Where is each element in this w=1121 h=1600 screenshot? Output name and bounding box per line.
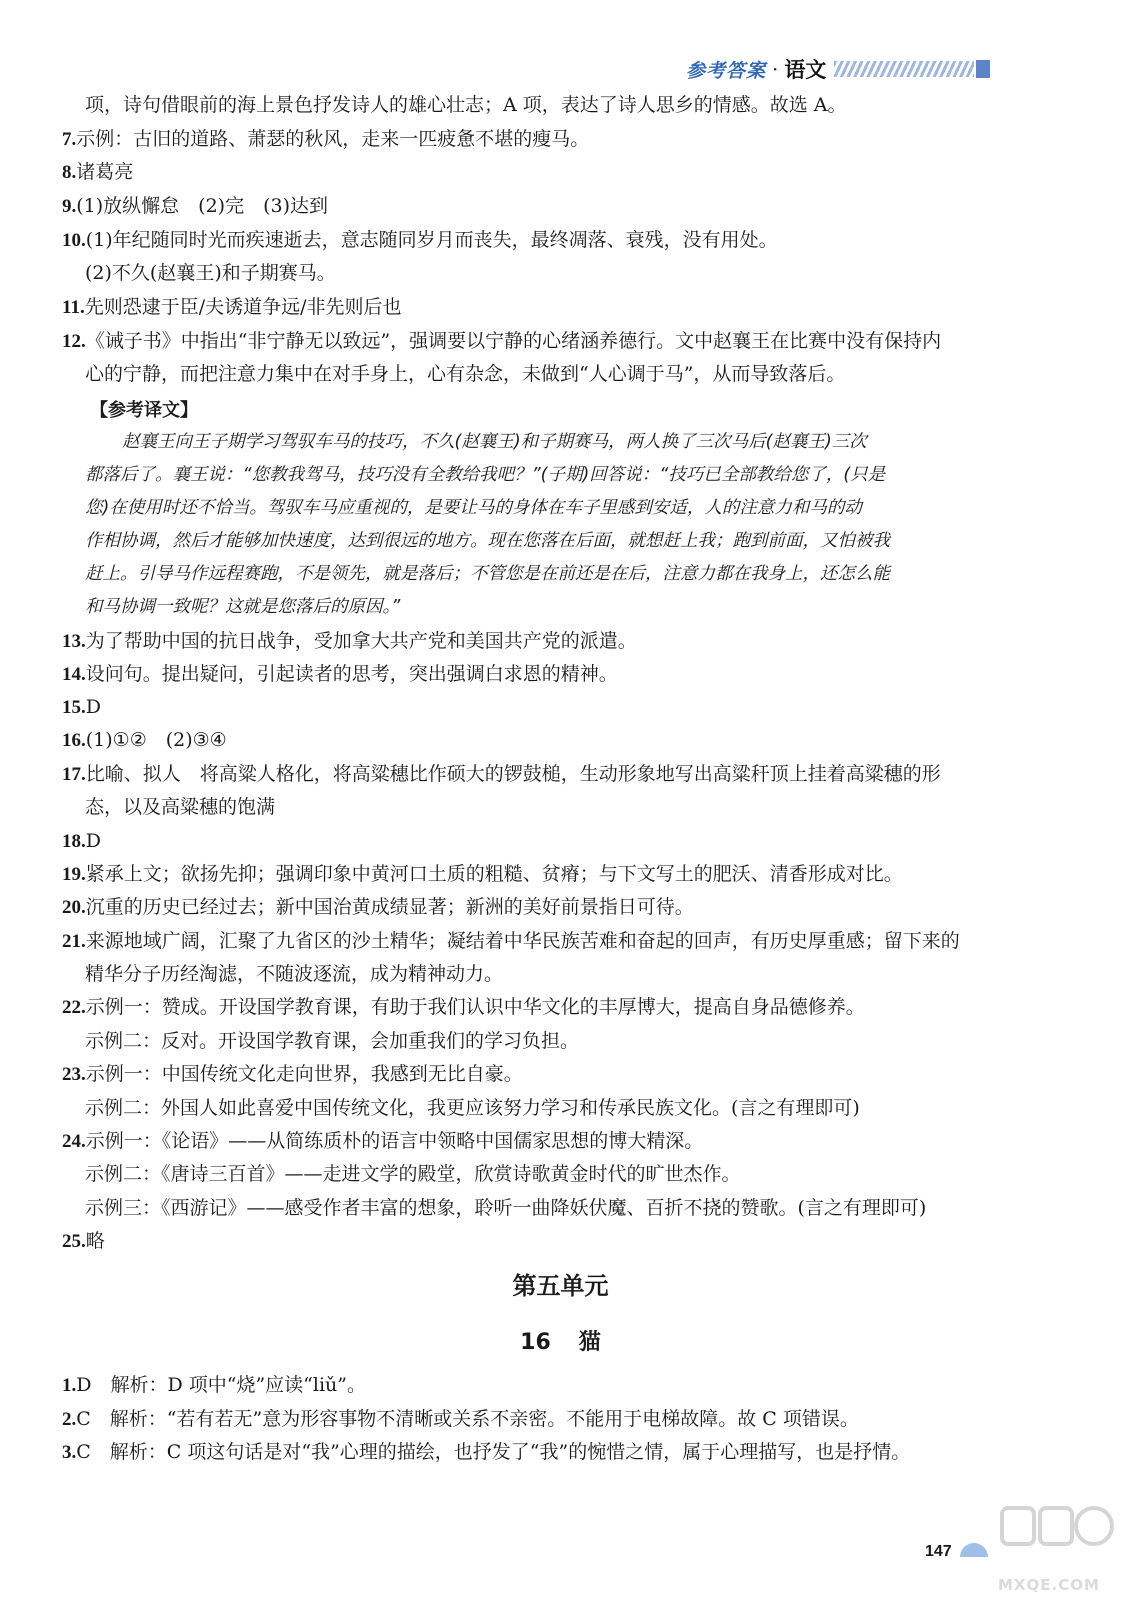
answer-22: [62, 994, 865, 1021]
translation-line: 您)在使用时还不恰当。驾驭车马应重视的，是要让马的身体在车子里感到安适，人的注意力和马的动: [85, 498, 862, 518]
lesson-answer-1: [62, 1372, 366, 1399]
answer-8: [62, 159, 133, 186]
answer-21: [62, 928, 960, 955]
lesson-answer-2: [62, 1406, 859, 1433]
answer-text: 示例一：中国传统文化走向世界，我感到无比自豪。: [85, 1063, 523, 1085]
answer-14: [62, 661, 618, 688]
answer-number: 16.: [62, 730, 86, 751]
translation-line: 赵襄王向王子期学习驾驭车马的技巧，不久(赵襄王)和子期赛马，两人换了三次马后(赵襄王)三次: [122, 432, 867, 452]
answer-10-part2: (2)不久(赵襄王)和子期赛马。: [85, 262, 336, 284]
answer-text: 设问句。提出疑问，引起读者的思考，突出强调白求恩的精神。: [85, 663, 618, 685]
answer-text: 沉重的历史已经过去；新中国治黄成绩显著；新洲的美好前景指日可待。: [85, 896, 694, 918]
reference-translation-heading: 【参考译文】: [90, 400, 198, 421]
header-subject: 语文: [784, 58, 827, 82]
answer-20: [62, 894, 694, 921]
answer-text: C 解析：C 项这句话是对“我”心理的描绘，也抒发了“我”的惋惜之情，属于心理描写，也是抒情。: [76, 1441, 911, 1463]
answer-number: 22.: [62, 997, 86, 1018]
answer-number: 13.: [62, 631, 86, 652]
answer-text: 示例一：《论语》——从简练质朴的语言中领略中国儒家思想的博大精深。: [85, 1130, 704, 1152]
answer-number: 19.: [62, 864, 86, 885]
answer-text: 来源地域广阔，汇聚了九省区的沙土精华；凝结着中华民族苦难和奋起的回声，有历史厚重感；留下来的: [85, 930, 960, 952]
answer-number: 1.: [62, 1375, 77, 1396]
answer-text: 示例：古旧的道路、萧瑟的秋风，走来一匹疲惫不堪的瘦马。: [76, 128, 590, 150]
lesson-name: 猫: [578, 1330, 601, 1355]
answer-12: [62, 328, 941, 355]
watermark-logo: [998, 1502, 1118, 1598]
watermark-text: MXQE.COM: [998, 1576, 1100, 1594]
answer-24-example3: 示例三：《西游记》——感受作者丰富的想象，聆听一曲降妖伏魔、百折不挠的赞歌。(言之有理即可): [85, 1197, 927, 1219]
answer-number: 24.: [62, 1131, 86, 1152]
answer-text: 略: [85, 1230, 105, 1252]
running-header: [686, 56, 990, 82]
answer-number: 17.: [62, 764, 86, 785]
answer-22-example2: 示例二：反对。开设国学教育课，会加重我们的学习负担。: [85, 1030, 580, 1052]
answer-24: [62, 1128, 703, 1155]
answer-18: [62, 828, 101, 855]
answer-7: [62, 126, 589, 153]
answer-number: 21.: [62, 931, 86, 952]
answer-24-example2: 示例二：《唐诗三百首》——走进文学的殿堂，欣赏诗歌黄金时代的旷世杰作。: [85, 1163, 741, 1185]
translation-line: 都落后了。襄王说：“您教我驾马，技巧没有全教给我吧？”(子期)回答说：“技巧已全部教给您了，(只是: [85, 465, 886, 485]
answer-number: 14.: [62, 664, 86, 685]
answer-number: 23.: [62, 1064, 86, 1085]
answer-number: 18.: [62, 831, 86, 852]
answer-10: [62, 227, 778, 254]
answer-25: [62, 1228, 105, 1255]
lesson-number: 16: [520, 1330, 551, 1355]
answer-number: 2.: [62, 1409, 77, 1430]
answer-21-line2: 精华分子历经淘滤，不随波逐流，成为精神动力。: [85, 963, 504, 985]
answer-text: 比喻、拟人 将高粱人格化，将高粱穗比作硕大的锣鼓槌，生动形象地写出高粱秆顶上挂着高粱穗的形: [85, 763, 941, 785]
answer-number: 10.: [62, 230, 86, 251]
answer-text: D 解析：D 项中“烧”应读“liǔ”。: [76, 1374, 367, 1396]
answer-text: 示例一：赞成。开设国学教育课，有助于我们认识中华文化的丰厚博大，提高自身品德修养。: [85, 996, 865, 1018]
answer-19: [62, 861, 903, 888]
answer-number: 7.: [62, 129, 77, 150]
answer-text: 《诫子书》中指出“非宁静无以致远”，强调要以宁静的心绪涵养德行。文中赵襄王在比赛中没有保持内: [85, 330, 942, 352]
answer-number: 25.: [62, 1231, 86, 1252]
answer-text: 紧承上文；欲扬先抑；强调印象中黄河口土质的粗糙、贫瘠；与下文写土的肥沃、清香形成对比。: [85, 863, 903, 885]
page-number-decor: [960, 1543, 988, 1557]
answer-text: 先则恐逮于臣/夫诱道争远/非先则后也: [84, 296, 402, 318]
answer-text: 为了帮助中国的抗日战争，受加拿大共产党和美国共产党的派遣。: [85, 630, 637, 652]
answer-9: [62, 193, 328, 220]
answer-6-continued: 项，诗句借眼前的海上景色抒发诗人的雄心壮志；A 项，表达了诗人思乡的情感。故选 A。: [85, 94, 847, 116]
answer-text: (1)放纵懈怠 (2)完 (3)达到: [76, 195, 328, 217]
answer-12-line2: 心的宁静，而把注意力集中在对手身上，心有杂念，未做到“人心调于马”，从而导致落后。: [85, 363, 846, 385]
answer-text: D: [85, 830, 101, 852]
answer-text: (1)①② (2)③④: [85, 729, 227, 751]
answer-text: C 解析：“若有若无”意为形容事物不清晰或关系不亲密。不能用于电梯故障。故 C 项错误。: [76, 1408, 859, 1430]
answer-text: 诸葛亮: [76, 161, 134, 183]
header-separator: ·: [772, 57, 779, 81]
header-brand: 参考答案: [686, 59, 767, 82]
answer-11: [62, 294, 402, 321]
answer-17-line2: 态，以及高粱穗的饱满: [85, 796, 276, 818]
answer-text: D: [85, 696, 101, 718]
answer-16: [62, 727, 227, 754]
answer-15: [62, 694, 101, 721]
answer-text: (1)年纪随同时光而疾速逝去，意志随同岁月而丧失，最终凋落、衰残，没有用处。: [85, 229, 778, 251]
answer-number: 8.: [62, 162, 77, 183]
translation-line: 赶上。引导马作远程赛跑，不是领先，就是落后；不管您是在前还是在后，注意力都在我身上，还怎么能: [85, 564, 890, 584]
answer-number: 15.: [62, 697, 86, 718]
watermark-stamp-icon: [998, 1502, 1118, 1572]
translation-line: 和马协调一致呢？这就是您落后的原因。”: [85, 597, 401, 617]
lesson-title: [0, 1325, 1121, 1356]
answer-number: 11.: [62, 297, 85, 318]
answer-13: [62, 628, 637, 655]
unit-title: 第五单元: [512, 1272, 609, 1300]
page-number: 147: [925, 1543, 952, 1560]
answer-23-example2: 示例二：外国人如此喜爱中国传统文化，我更应该努力学习和传承民族文化。(言之有理即可): [85, 1097, 860, 1119]
answer-23: [62, 1061, 523, 1088]
answer-number: 20.: [62, 897, 86, 918]
translation-line: 作相协调，然后才能够加快速度，达到很远的地方。现在您落在后面，就想赶上我；跑到前面，又怕被我: [85, 531, 890, 551]
lesson-answer-3: [62, 1439, 910, 1466]
answer-number: 3.: [62, 1442, 77, 1463]
answer-number: 9.: [62, 196, 77, 217]
header-decor-bar: [834, 61, 974, 77]
answer-number: 12.: [62, 331, 86, 352]
header-decor-block: [976, 60, 990, 78]
answer-17: [62, 761, 941, 788]
